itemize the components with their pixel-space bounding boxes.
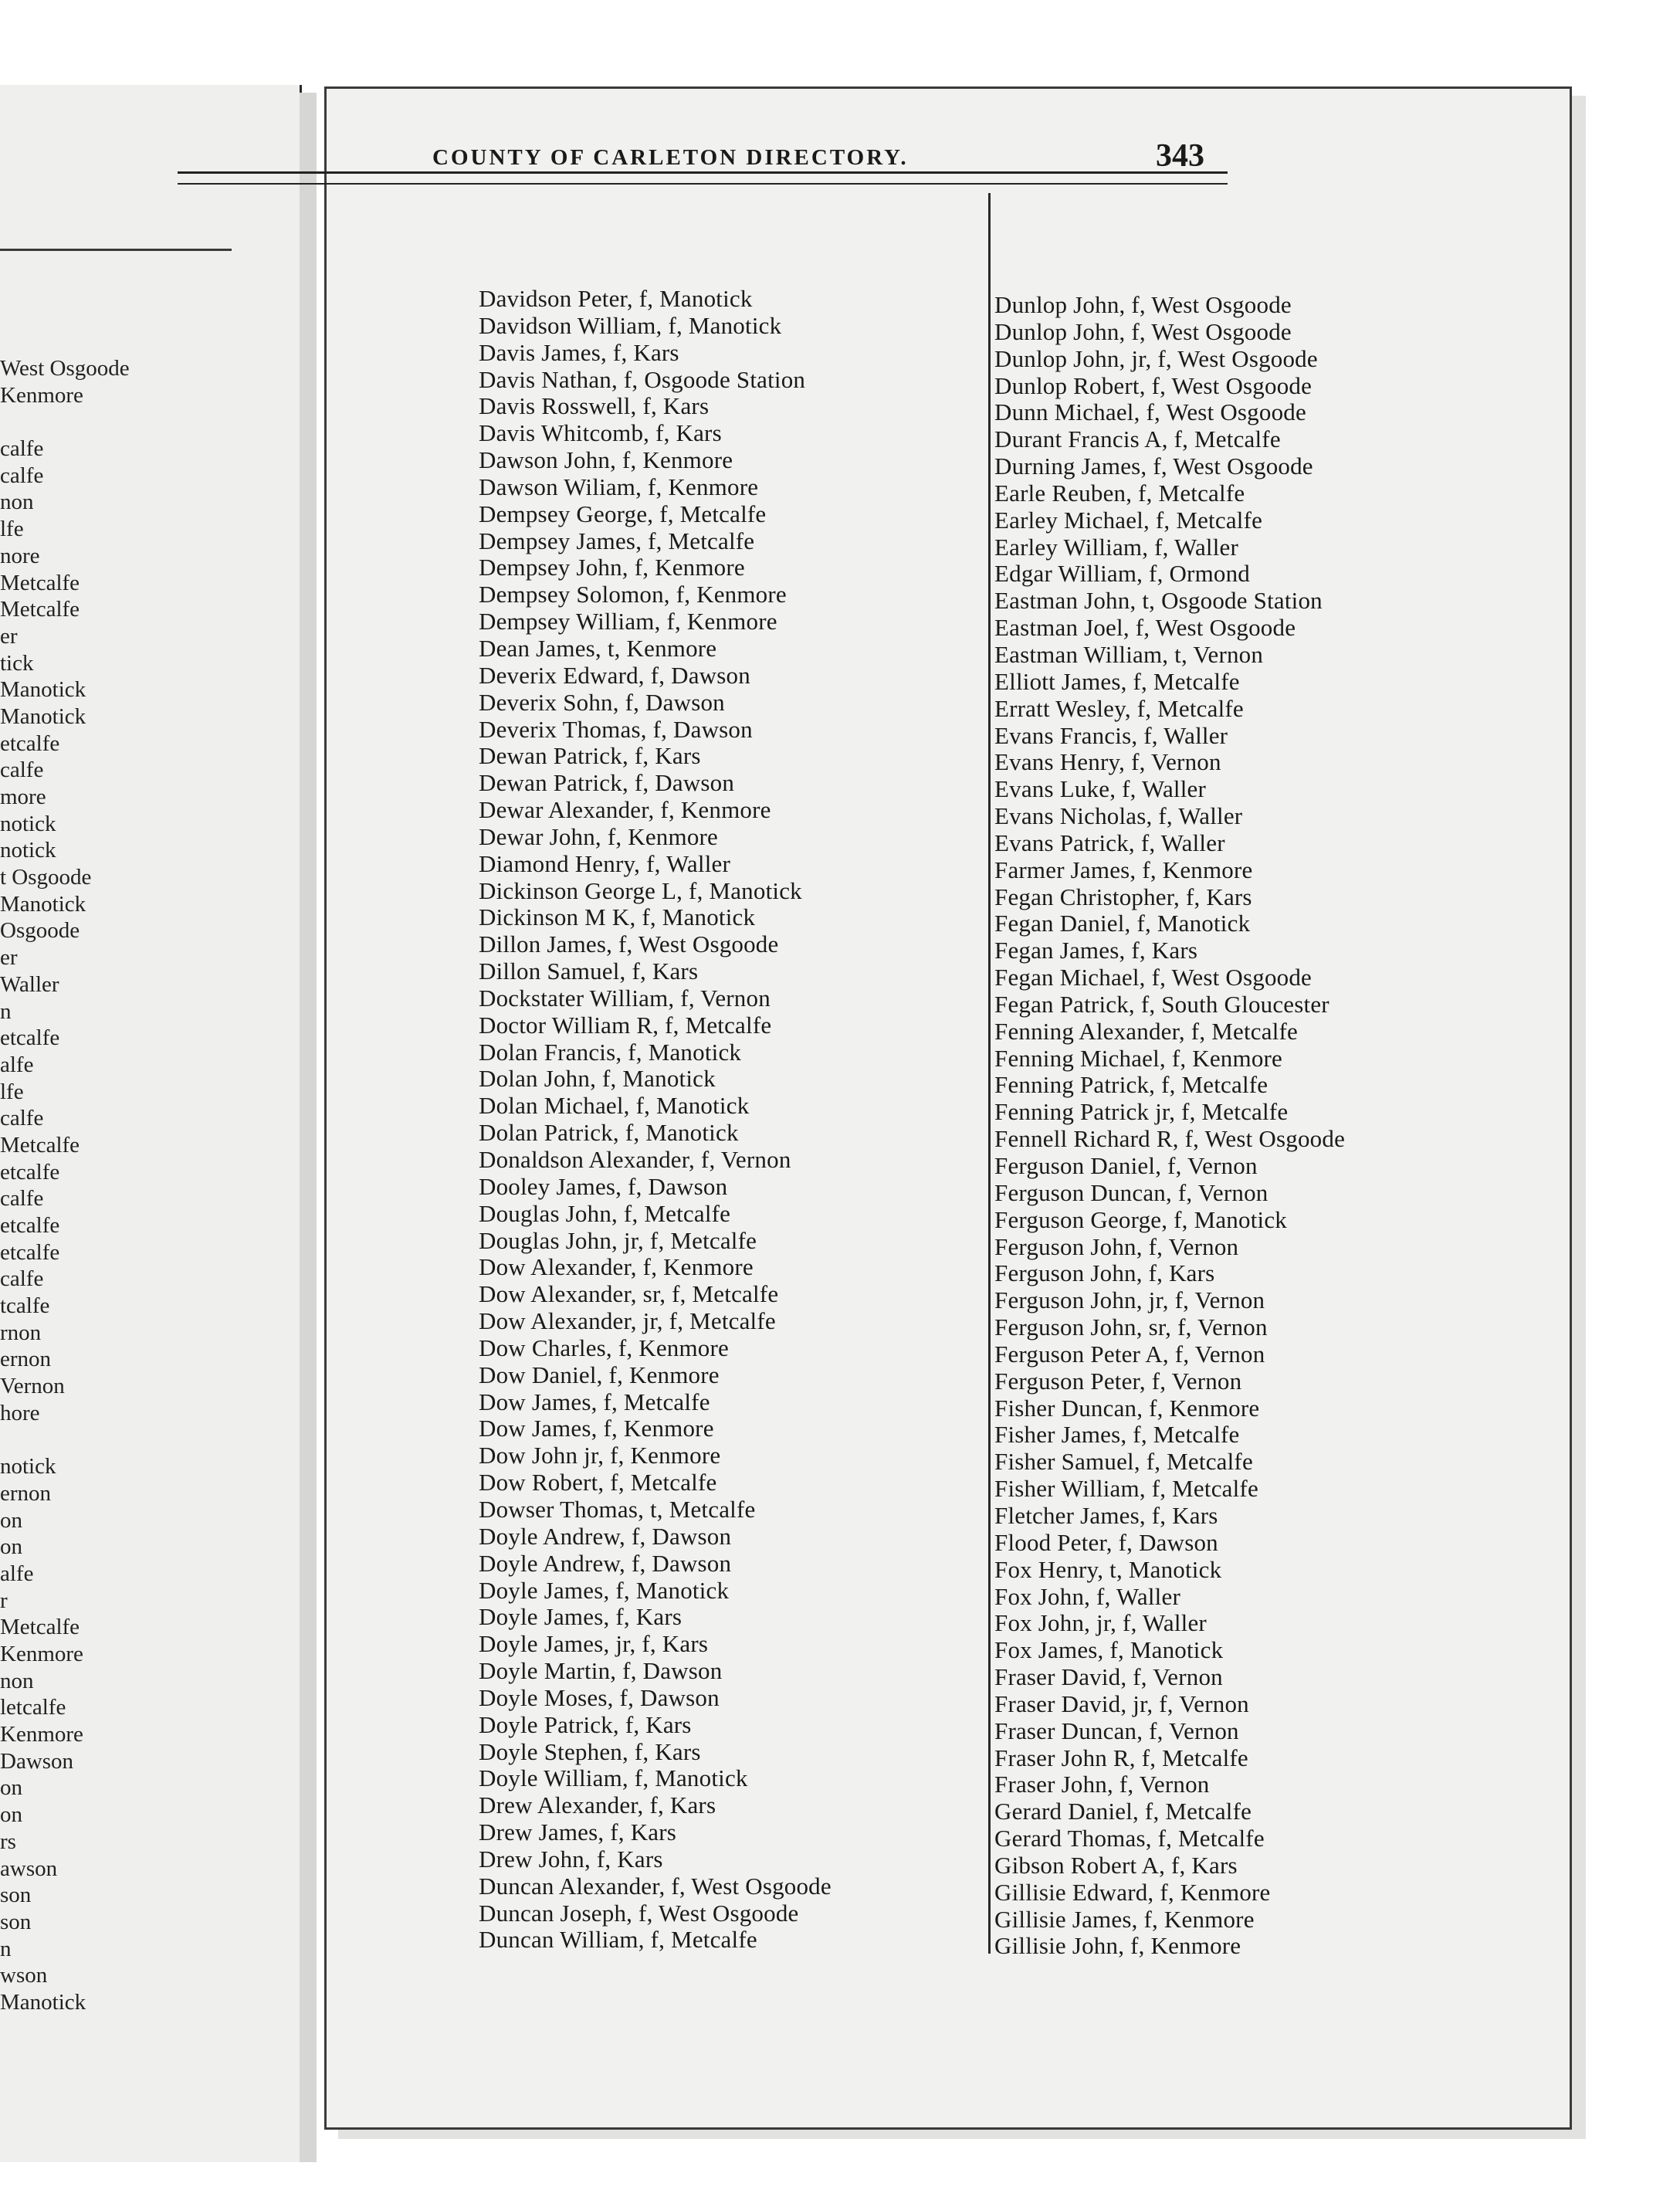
previous-page-line: etcalfe [0, 1025, 60, 1051]
directory-entry: Doyle Andrew, f, Dawson [479, 1522, 732, 1550]
directory-entry: Doyle Stephen, f, Kars [479, 1737, 701, 1765]
previous-page-line: Manotick [0, 677, 86, 703]
directory-entry: Fox John, f, Waller [994, 1582, 1180, 1610]
previous-page-text [0, 355, 232, 2016]
previous-page-line: calfe [0, 1186, 44, 1212]
directory-entry: Eastman Joel, f, West Osgoode [994, 614, 1296, 642]
directory-entry: Dow James, f, Metcalfe [479, 1388, 710, 1415]
previous-page-line: hore [0, 1400, 40, 1425]
page-number: 343 [1156, 138, 1204, 174]
directory-entry: Deverix Thomas, f, Dawson [479, 715, 753, 743]
directory-entry: Fletcher James, f, Kars [994, 1501, 1218, 1529]
previous-page-line: Kenmore [0, 1722, 83, 1747]
directory-entry: Dow James, f, Kenmore [479, 1415, 714, 1442]
directory-entry: Evans Luke, f, Waller [994, 775, 1207, 803]
previous-page-line: son [0, 1883, 32, 1908]
directory-entry: Dempsey Solomon, f, Kenmore [479, 581, 787, 608]
directory-entry: Fegan Daniel, f, Manotick [994, 910, 1251, 937]
directory-entry: Fisher James, f, Metcalfe [994, 1421, 1240, 1449]
directory-entry: Duncan William, f, Metcalfe [479, 1926, 757, 1954]
directory-entry: Farmer James, f, Kenmore [994, 856, 1253, 883]
directory-entry: Douglas John, jr, f, Metcalfe [479, 1226, 757, 1254]
previous-page-line: rs [0, 1829, 16, 1854]
directory-entry: Dawson John, f, Kenmore [479, 446, 733, 474]
previous-page-line: Manotick [0, 703, 86, 729]
directory-entry: Dempsey George, f, Metcalfe [479, 500, 767, 527]
previous-page-line: on [0, 1775, 22, 1801]
directory-entry: Fennell Richard R, f, West Osgoode [994, 1125, 1346, 1153]
previous-page-rule [0, 249, 232, 251]
directory-entry: Gillisie James, f, Kenmore [994, 1905, 1255, 1933]
directory-entry: Ferguson John, jr, f, Vernon [994, 1286, 1265, 1314]
directory-entry: Dow Daniel, f, Kenmore [479, 1361, 720, 1388]
previous-page-line: wson [0, 1963, 48, 1988]
directory-entry: Dow Alexander, sr, f, Metcalfe [479, 1280, 779, 1308]
directory-entry: Dewan Patrick, f, Kars [479, 742, 701, 770]
directory-entry: Earle Reuben, f, Metcalfe [994, 479, 1245, 507]
previous-page-line: calfe [0, 1266, 44, 1292]
directory-entry: Gerard Thomas, f, Metcalfe [994, 1825, 1265, 1852]
directory-entry: Doyle Martin, f, Dawson [479, 1657, 723, 1685]
previous-page-line: etcalfe [0, 1239, 60, 1265]
previous-page-line [0, 1427, 232, 1454]
directory-entry: Evans Francis, f, Waller [994, 721, 1228, 749]
directory-entry: Ferguson John, sr, f, Vernon [994, 1313, 1268, 1341]
directory-entry: Doyle James, jr, f, Kars [479, 1630, 709, 1658]
directory-entry: Doyle Moses, f, Dawson [479, 1683, 720, 1711]
directory-entry: Drew Alexander, f, Kars [479, 1791, 716, 1819]
column-divider [988, 193, 991, 1954]
directory-entry: Fraser David, jr, f, Vernon [994, 1690, 1249, 1717]
directory-entry: Dawson Wiliam, f, Kenmore [479, 473, 759, 500]
previous-page-line: non [0, 1668, 34, 1693]
directory-entry: Dunn Michael, f, West Osgoode [994, 398, 1306, 426]
book-gutter [300, 93, 317, 2162]
previous-page-line: Metcalfe [0, 570, 80, 595]
previous-page-line: rnon [0, 1320, 42, 1345]
previous-page-line: Vernon [0, 1374, 65, 1399]
directory-entry: Durning James, f, West Osgoode [994, 452, 1313, 480]
previous-page-line: n [0, 1936, 12, 1961]
previous-page-line: son [0, 1909, 32, 1934]
previous-page-line: awson [0, 1856, 58, 1881]
previous-page-line: lfe [0, 517, 24, 542]
previous-page-line: notick [0, 811, 56, 836]
previous-page-line: Waller [0, 971, 59, 997]
directory-entry: Dickinson M K, f, Manotick [479, 903, 756, 931]
directory-entry: Doctor William R, f, Metcalfe [479, 1011, 772, 1039]
directory-entry: Fox Henry, t, Manotick [994, 1555, 1222, 1583]
directory-entry: Evans Henry, f, Vernon [994, 748, 1221, 776]
directory-entry: Fraser David, f, Vernon [994, 1663, 1223, 1691]
directory-entry: Earley Michael, f, Metcalfe [994, 506, 1263, 534]
directory-entry: Dean James, t, Kenmore [479, 634, 717, 662]
directory-entry: Fisher Duncan, f, Kenmore [994, 1394, 1260, 1422]
directory-entry: Ferguson Duncan, f, Vernon [994, 1178, 1268, 1206]
previous-page-line: Manotick [0, 1989, 86, 2015]
directory-entry: Duncan Joseph, f, West Osgoode [479, 1899, 799, 1927]
directory-entry: Fegan Michael, f, West Osgoode [994, 964, 1312, 991]
previous-page-line: er [0, 945, 18, 971]
directory-entry: Dunlop Robert, f, West Osgoode [994, 371, 1312, 399]
directory-column-left [479, 286, 973, 1954]
previous-page-line: Osgoode [0, 918, 80, 944]
directory-entry: Dolan Patrick, f, Manotick [479, 1119, 739, 1147]
previous-page-line: Kenmore [0, 1642, 83, 1666]
directory-entry: Dow Robert, f, Metcalfe [479, 1469, 717, 1496]
previous-page-line: t Osgoode [0, 865, 92, 890]
directory-entry: Dowser Thomas, t, Metcalfe [479, 1495, 756, 1523]
directory-entry: Dewar John, f, Kenmore [479, 822, 718, 850]
previous-page-line: on [0, 1802, 22, 1828]
directory-entry: Ferguson Peter, f, Vernon [994, 1367, 1242, 1395]
directory-entry: Dockstater William, f, Vernon [479, 984, 771, 1012]
previous-page-line: Metcalfe [0, 597, 80, 622]
directory-entry: Davis Rosswell, f, Kars [479, 392, 710, 420]
directory-entry: Fenning Michael, f, Kenmore [994, 1044, 1282, 1072]
directory-entry: Deverix Edward, f, Dawson [479, 661, 750, 689]
directory-entry: Fraser John R, f, Metcalfe [994, 1744, 1248, 1771]
previous-page-line: calfe [0, 436, 44, 462]
directory-entry: Dillon Samuel, f, Kars [479, 958, 699, 985]
directory-entry: Deverix Sohn, f, Dawson [479, 688, 725, 716]
directory-entry: Ferguson John, f, Kars [994, 1259, 1215, 1287]
previous-page-line: calfe [0, 463, 44, 488]
directory-entry: Dunlop John, f, West Osgoode [994, 317, 1292, 345]
directory-entry: Dolan John, f, Manotick [479, 1065, 716, 1093]
directory-entry: Dempsey James, f, Metcalfe [479, 527, 755, 554]
previous-page-line: letcalfe [0, 1695, 66, 1720]
previous-page-line: nore [0, 543, 40, 568]
directory-entry: Drew James, f, Kars [479, 1818, 677, 1846]
directory-entry: Dooley James, f, Dawson [479, 1172, 728, 1200]
previous-page-line: calfe [0, 758, 44, 783]
previous-page-line [0, 408, 232, 436]
directory-entry: Donaldson Alexander, f, Vernon [479, 1146, 791, 1173]
directory-entry: Ferguson Peter A, f, Vernon [994, 1340, 1265, 1368]
directory-entry: Fisher William, f, Metcalfe [994, 1475, 1258, 1503]
directory-entry: Davis Nathan, f, Osgoode Station [479, 365, 806, 393]
directory-entry: Gerard Daniel, f, Metcalfe [994, 1798, 1252, 1825]
directory-entry: Davis James, f, Kars [479, 338, 679, 366]
directory-entry: Dempsey William, f, Kenmore [479, 608, 777, 636]
directory-entry: Dow Alexander, f, Kenmore [479, 1253, 754, 1281]
directory-entry: Durant Francis A, f, Metcalfe [994, 425, 1281, 453]
directory-entry: Fenning Alexander, f, Metcalfe [994, 1017, 1298, 1045]
directory-entry: Doyle Patrick, f, Kars [479, 1710, 692, 1738]
directory-entry: Drew John, f, Kars [479, 1845, 663, 1873]
directory-entry: Fenning Patrick, f, Metcalfe [994, 1071, 1268, 1099]
previous-page-line: lfe [0, 1079, 24, 1104]
previous-page-fragment [0, 85, 302, 2162]
directory-entry: Doyle William, f, Manotick [479, 1764, 748, 1792]
previous-page-line: notick [0, 838, 56, 863]
directory-entry: Dunlop John, jr, f, West Osgoode [994, 344, 1318, 372]
directory-entry: Doyle James, f, Kars [479, 1603, 682, 1631]
directory-entry: Dempsey John, f, Kenmore [479, 554, 745, 581]
directory-entry: Elliott James, f, Metcalfe [994, 667, 1240, 695]
directory-entry: Dow John jr, f, Kenmore [479, 1442, 721, 1469]
directory-column-right [994, 292, 1458, 1960]
directory-entry: Dickinson George L, f, Manotick [479, 876, 802, 904]
previous-page-line: Metcalfe [0, 1132, 80, 1158]
previous-page-line: Kenmore [0, 382, 83, 408]
previous-page-line: Manotick [0, 891, 86, 917]
directory-entry: Gibson Robert A, f, Kars [994, 1851, 1238, 1879]
directory-entry: Eastman William, t, Vernon [994, 640, 1264, 668]
directory-entry: Davidson Peter, f, Manotick [479, 285, 753, 312]
directory-entry: Dillon James, f, West Osgoode [479, 930, 779, 958]
directory-entry: Erratt Wesley, f, Metcalfe [994, 694, 1244, 722]
directory-entry: Gillisie Edward, f, Kenmore [994, 1878, 1271, 1906]
directory-entry: Dewan Patrick, f, Dawson [479, 769, 735, 797]
previous-page-line: etcalfe [0, 1213, 60, 1238]
directory-entry: Dunlop John, f, West Osgoode [994, 291, 1292, 318]
previous-page-line: notick [0, 1454, 56, 1480]
directory-entry: Evans Patrick, f, Waller [994, 829, 1225, 856]
directory-entry: Ferguson John, f, Vernon [994, 1232, 1239, 1260]
directory-entry: Davidson William, f, Manotick [479, 311, 782, 339]
directory-entry: Earley William, f, Waller [994, 533, 1239, 561]
directory-entry: Dewar Alexander, f, Kenmore [479, 796, 771, 824]
directory-entry: Dow Alexander, jr, f, Metcalfe [479, 1307, 776, 1335]
directory-entry: Ferguson George, f, Manotick [994, 1205, 1287, 1233]
previous-page-line: non [0, 490, 34, 515]
directory-entry: Duncan Alexander, f, West Osgoode [479, 1872, 832, 1900]
previous-page-line: on [0, 1507, 22, 1533]
directory-entry: Dolan Francis, f, Manotick [479, 1038, 742, 1066]
previous-page-line: Dawson [0, 1748, 74, 1774]
page-header [432, 137, 1204, 176]
previous-page-line: er [0, 623, 18, 649]
directory-entry: Davis Whitcomb, f, Kars [479, 419, 722, 447]
previous-page-line: calfe [0, 1106, 44, 1131]
previous-page-line: ernon [0, 1347, 52, 1372]
previous-page-line: etcalfe [0, 1159, 60, 1185]
directory-entry: Evans Nicholas, f, Waller [994, 802, 1243, 830]
directory-entry: Flood Peter, f, Dawson [994, 1528, 1218, 1556]
directory-entry: Fox James, f, Manotick [994, 1636, 1224, 1664]
directory-entry: Edgar William, f, Ormond [994, 560, 1250, 588]
directory-entry: Dolan Michael, f, Manotick [479, 1092, 750, 1120]
directory-entry: Dow Charles, f, Kenmore [479, 1334, 729, 1361]
directory-entry: Doyle Andrew, f, Dawson [479, 1549, 732, 1577]
directory-entry: Eastman John, t, Osgoode Station [994, 587, 1323, 615]
running-title: COUNTY OF CARLETON DIRECTORY. [432, 145, 909, 170]
directory-entry: Fraser John, f, Vernon [994, 1771, 1210, 1798]
directory-entry: Fegan Christopher, f, Kars [994, 883, 1252, 910]
previous-page-line: Metcalfe [0, 1615, 80, 1640]
previous-page-line: alfe [0, 1561, 34, 1586]
directory-entry: Doyle James, f, Manotick [479, 1576, 730, 1604]
directory-entry: Fraser Duncan, f, Vernon [994, 1717, 1239, 1744]
directory-entry: Diamond Henry, f, Waller [479, 849, 730, 877]
previous-page-line: alfe [0, 1052, 34, 1077]
previous-page-line: more [0, 785, 46, 809]
previous-page-line: on [0, 1534, 22, 1560]
previous-page-line: n [0, 998, 12, 1024]
previous-page-line: r [0, 1588, 8, 1613]
directory-entry: Fox John, jr, f, Waller [994, 1609, 1207, 1637]
previous-page-line: etcalfe [0, 730, 60, 756]
previous-page-line: tick [0, 650, 34, 676]
directory-entry: Fegan Patrick, f, South Gloucester [994, 990, 1329, 1018]
directory-entry: Fenning Patrick jr, f, Metcalfe [994, 1098, 1289, 1126]
directory-entry: Fisher Samuel, f, Metcalfe [994, 1448, 1253, 1476]
previous-page-line: West Osgoode [0, 356, 130, 381]
directory-entry: Gillisie John, f, Kenmore [994, 1932, 1241, 1960]
header-rule [178, 171, 1228, 185]
directory-entry: Fegan James, f, Kars [994, 937, 1198, 964]
previous-page-line: ernon [0, 1480, 52, 1506]
previous-page-line: tcalfe [0, 1293, 50, 1319]
directory-entry: Douglas John, f, Metcalfe [479, 1199, 731, 1227]
directory-entry: Ferguson Daniel, f, Vernon [994, 1152, 1258, 1179]
